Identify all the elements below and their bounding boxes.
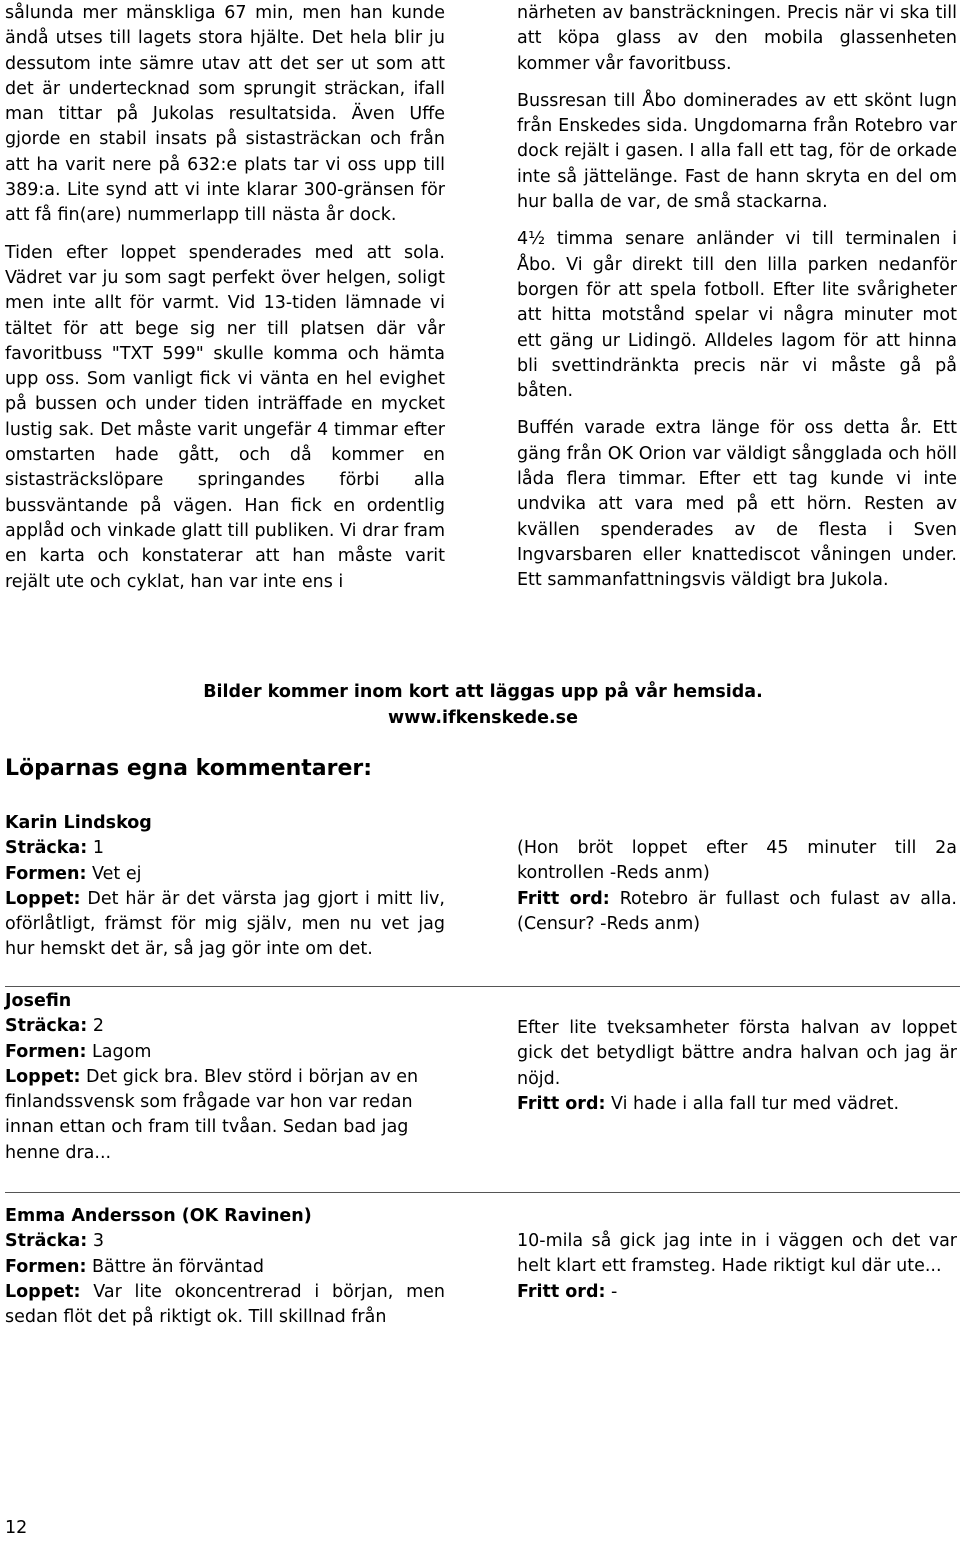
race-label: Loppet: bbox=[5, 1066, 81, 1087]
leg-label: Sträcka: bbox=[5, 838, 88, 859]
form-value: Bättre än förväntad bbox=[92, 1256, 264, 1277]
divider bbox=[5, 1192, 960, 1193]
story-paragraph: Tiden efter loppet spenderades med att sola. Vädret var ju som sagt perfekt över helgen, soligt men inte allt för varmt. Vid 13-tiden lämnade vi tältet för att bege sig ner till platsen där vår favoritbuss "TXT 599" skulle komma och hämta upp oss. Som vanligt fick vi vänta en hel evighet på bussen och under tiden inträffade en mycket lustig sak. Det måste varit ungefär 4 timmar efter omstarten hade gått, och då kommer en sistasträckslöpare springandes förbi alla bussväntande på vägen. Han fick en ordentlig applåd och vinkade glatt till publiken. Vi drar fram en karta och konstaterar att han måste varit rejält ute och cyklat, han var inte ens i bbox=[5, 242, 445, 592]
runner-comment-right bbox=[517, 836, 957, 937]
leg-value: 2 bbox=[92, 1016, 104, 1037]
website-link[interactable]: www.ifkenskede.se bbox=[388, 708, 578, 728]
free-word-text: Vi hade i alla fall tur med vädret. bbox=[611, 1093, 900, 1114]
runner-form bbox=[5, 1255, 445, 1280]
story-right-column bbox=[517, 1, 957, 594]
race-text-continued: 10-mila så gick jag inte in i väggen och det var helt klart ett framsteg. Hade riktigt kul där ute... bbox=[517, 1231, 957, 1277]
free-word-label: Fritt ord: bbox=[517, 1281, 606, 1302]
runner-comment-left bbox=[5, 989, 445, 1166]
race-text-continued: (Hon bröt loppet efter 45 minuter till 2a kontrollen -Reds anm) bbox=[517, 838, 957, 884]
form-label: Formen: bbox=[5, 1041, 87, 1062]
runner-form bbox=[5, 1040, 445, 1065]
runner-comment-left bbox=[5, 811, 445, 963]
free-word-text: - bbox=[611, 1281, 618, 1302]
race-label: Loppet: bbox=[5, 1281, 81, 1302]
form-value: Vet ej bbox=[92, 863, 142, 884]
race-text: Det gick bra. Blev störd i början av en finlandssvensk som frågade var hon var redan innan ettan och fram till tvåan. Sedan bad jag henne dra... bbox=[5, 1066, 419, 1163]
runner-race bbox=[5, 887, 445, 963]
story-left-column bbox=[5, 1, 445, 595]
runner-free-word bbox=[517, 1280, 957, 1305]
page-number: 12 bbox=[5, 1518, 28, 1538]
runner-free-word bbox=[517, 1092, 957, 1117]
story-paragraph: Bussresan till Åbo dominerades av ett skönt lugn från Enskedes sida. Ungdomarna från Rotebro var dock rejält i gasen. I alla fall ett tag, för de orkade inte så jättelänge. Fast de hann skryta en del om hur balla de var, de små stackarna. bbox=[517, 90, 957, 213]
photos-notice-text: Bilder kommer inom kort att läggas upp på vår hemsida. bbox=[203, 682, 763, 702]
form-value: Lagom bbox=[92, 1041, 152, 1062]
runner-comment-right bbox=[517, 1229, 957, 1305]
runner-comment-left bbox=[5, 1204, 445, 1330]
free-word-label: Fritt ord: bbox=[517, 888, 610, 909]
race-label: Loppet: bbox=[5, 888, 81, 909]
runner-name: Karin Lindskog bbox=[5, 813, 152, 833]
runner-race bbox=[5, 1280, 445, 1331]
story-paragraph: 4½ timma senare anländer vi till terminalen i Åbo. Vi går direkt till den lilla parken nedanför borgen för att spela fotboll. Efter lite svårigheter att hitta motstånd spelar vi några minuter mot ett gäng ur Lidingö. Alldeles lagom för att hinna bli svettindränkta precis när vi måste gå på båten. bbox=[517, 229, 957, 402]
leg-value: 1 bbox=[92, 838, 104, 859]
leg-label: Sträcka: bbox=[5, 1231, 88, 1252]
runner-race bbox=[5, 1065, 445, 1166]
leg-label: Sträcka: bbox=[5, 1016, 88, 1037]
form-label: Formen: bbox=[5, 863, 87, 884]
race-text: Det här är det värsta jag gjort i mitt liv, oförlåtligt, främst för mig själv, men nu vet jag hur hemskt det är, så jag gör inte om det. bbox=[5, 888, 445, 960]
free-word-text: Rotebro är fullast och fulast av alla. (Censur? -Reds anm) bbox=[517, 888, 957, 934]
form-label: Formen: bbox=[5, 1256, 87, 1277]
runner-name: Emma Andersson (OK Ravinen) bbox=[5, 1206, 312, 1226]
runner-form bbox=[5, 862, 445, 887]
leg-value: 3 bbox=[92, 1231, 104, 1252]
race-text-continued: Efter lite tveksamheter första halvan av loppet gick det betydligt bättre andra halvan och jag är nöjd. bbox=[517, 1018, 957, 1089]
section-heading: Löparnas egna kommentarer: bbox=[5, 756, 373, 781]
divider bbox=[5, 986, 960, 987]
photos-notice bbox=[0, 679, 960, 731]
story-paragraph: Buffén varade extra länge för oss detta år. Ett gäng från OK Orion var väldigt sångglada och höll låda flera timmar. Efter ett tag kunde vi inte undvika att vara med på ett hörn. Resten av kvällen spenderades av de flesta i Sven Ingvarsbaren eller knattediscot våningen under. Ett sammanfattningsvis väldigt bra Jukola. bbox=[517, 418, 957, 591]
runner-name: Josefin bbox=[5, 991, 72, 1011]
runner-leg bbox=[5, 1229, 445, 1254]
runner-free-word bbox=[517, 887, 957, 938]
story-paragraph: närheten av bansträckningen. Precis när vi ska till att köpa glass av den mobila glassenheten kommer vår favoritbuss. bbox=[517, 3, 957, 74]
race-text: Var lite okoncentrerad i början, men sedan flöt det på riktigt ok. Till skillnad från bbox=[5, 1281, 445, 1328]
runner-leg bbox=[5, 1014, 445, 1039]
free-word-label: Fritt ord: bbox=[517, 1093, 606, 1114]
story-paragraph: sålunda mer mänskliga 67 min, men han kunde ändå utses till lagets stora hjälte. Det hela blir ju dessutom inte sämre utav att det ser ut som att det är undertecknad som sprungit sträckan, ifall man tittar på Jukolas resultatsida. Även Uffe gjorde en stabil insats på sistasträckan och från att ha varit nere på 632:e plats tar vi oss upp till 389:a. Lite synd att vi inte klarar 300-gränsen för att få fin(are) nummerlapp till nästa år dock. bbox=[5, 3, 445, 226]
runner-leg bbox=[5, 836, 445, 861]
runner-comment-right bbox=[517, 1016, 957, 1117]
